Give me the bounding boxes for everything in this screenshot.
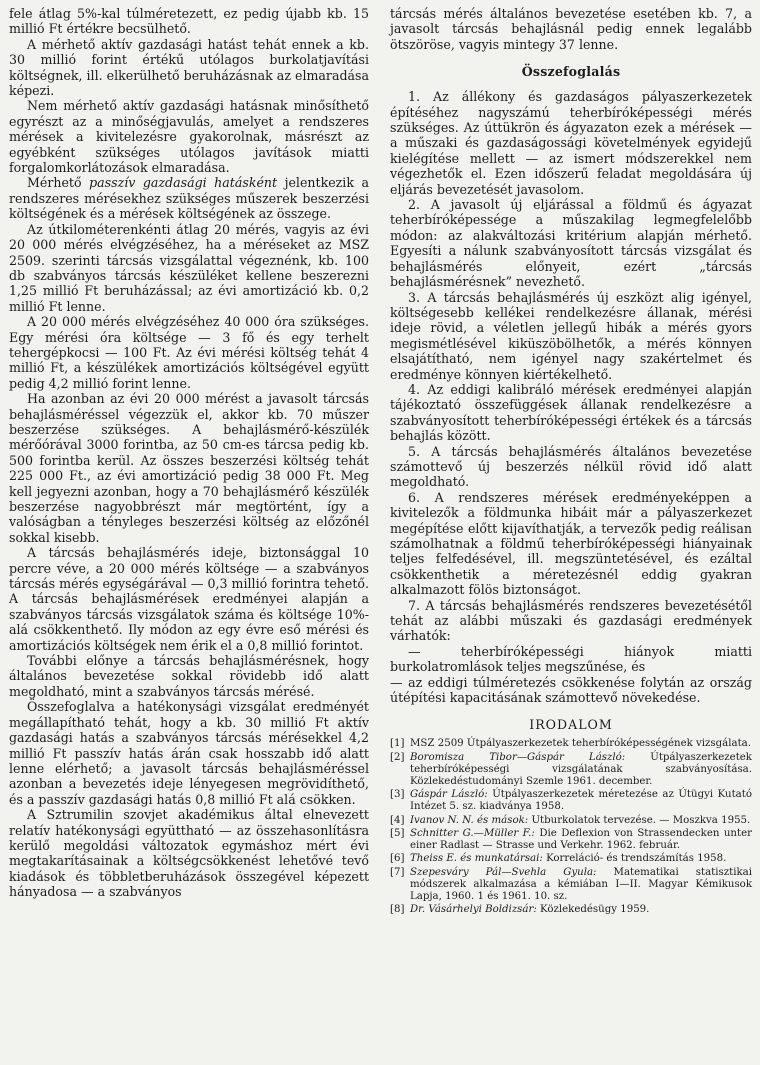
paragraph: A 20 000 mérés elvégzéséhez 40 000 óra szükséges. Egy mérési óra költsége — 3 fő és egy terhelt tehergépkocsi — 100 Ft. Az évi mérési költség tehát 4 millió Ft, a készülékek amortizációs költségével együtt pedig 4,2 millió forint lenne. (9, 314, 369, 391)
reference-author: Dr. Vásárhelyi Boldizsár: (410, 904, 537, 916)
reference-item (390, 828, 752, 852)
paragraph: A Sztrumilin szovjet akadémikus által elnevezett relatív hatékonysági együttható — az összehasonlításra kerülő megoldási változatok egymáshoz mért évi megtakarításainak a költségcsökkenést lehetővé tevő kiadások és többletberuházások összegével képezett hányadosa — a szabványos (9, 807, 369, 900)
paragraph: Ha azonban az évi 20 000 mérést a javasolt tárcsás behajlásméréssel végezzük el, akkor kb. 70 műszer beszerzése szükséges. A behajlásmérő-készülék mérőórával 3000 forintba, az 50 cm-es tárcsa pedig kb. 500 forintba kerül. Az összes beszerzési költség tehát 225 000 Ft., az évi amortizáció pedig 38 000 Ft. Meg kell jegyezni azonban, hogy a 70 behajlásmérő készülék beszerzése nagyobbrészt már megtörtént, így a valóságban a tényleges beszerzési költség az előzőnél sokkal kisebb. (9, 391, 369, 545)
reference-author: Gáspár László: (410, 789, 488, 801)
reference-item (390, 867, 752, 904)
reference-author: Ivanov N. N. és mások: (410, 814, 529, 826)
summary-item: 6. A rendszeres mérések eredményeképpen a kivitelezők a földmunka hibáit már a pályaszerkezet megépítése előtt kijavíthatják, a tervezők pedig reálisan számolhatnak a földmű teherbíróképességi hiányainak teljes felfedésével, ill. megszüntetésével, és ezáltal csökkenthetik a méretezésnél eddig gyakran alkalmazott fölös biztonságot. (390, 489, 752, 598)
reference-title: Útpályaszerkezetek méretezése az Útügyi Kutató Intézet 5. sz. kiadványa 1958. (410, 789, 752, 813)
summary-item: 3. A tárcsás behajlásmérés új eszközt alig igényel, költségesebb kellékei rendelkezésre állanak, mérési ideje rövid, a véletlen jellegű hibák a mérés gyors megismétlésével kiküszöbölhetők, a mérés könnyen elsajátítható, nem igényel nagy szakértelmet és eredménye könnyen kiértékelhető. (390, 289, 752, 382)
reference-text (410, 904, 752, 916)
reference-text (410, 853, 752, 865)
paragraph: fele átlag 5%-kal túlméretezett, ez pedig újabb kb. 15 millió Ft értékre becsülhető. (9, 6, 369, 37)
reference-number: [5] (390, 827, 405, 839)
reference-author: Theiss E. és munkatársai: (410, 853, 543, 865)
passive-rest: jelentkezik (284, 175, 354, 191)
paragraph: A mérhető aktív gazdasági hatást tehát ennek a kb. 30 millió forint értékű utólagos burkolatjavítási költségnek, ill. elkerülhető beruházásnak az elmaradása képezi. (9, 36, 369, 99)
reference-text (410, 789, 752, 813)
reference-number: [4] (390, 814, 405, 826)
reference-title: Die Deflexion von Strassendecken unter einer Radlast — Strasse und Verkehr. 1962. február. (410, 827, 752, 852)
reference-title: Közlekedésügy 1959. (540, 904, 650, 916)
summary-heading: Összefoglalás (521, 64, 621, 80)
reference-author: Schnitter G.—Müller F.: (410, 827, 535, 839)
reference-author: Szepesváry Pál—Svehla Gyula: (410, 866, 597, 878)
reference-text (410, 867, 752, 904)
paragraph: tárcsás mérés általános bevezetése esetében kb. 7, a javasolt tárcsás behajlásnál pedig ennek legalább ötszöröse, vagyis mintegy 37 lenne. (390, 6, 752, 52)
literature-heading: IRODALOM (529, 717, 613, 733)
paragraph: Összefoglalva a hatékonysági vizsgálat eredményét megállapítható tehát, hogy a kb. 30 millió Ft aktív gazdasági hatás a szabványos tárcsás mérésekkel 4,2 millió Ft passzív hatás árán csak hosszabb idő alatt lenne elérhető; a javasolt tárcsás behajlásméréssel azonban a bevezetés ideje lényegesen megrövidíthető, és a passzív gazdasági hatás 0,8 millió Ft alá csökken. (9, 699, 369, 807)
passive-emphasis: passzív gazdasági hatásként (89, 175, 278, 191)
reference-item (390, 853, 752, 865)
reference-title: Útpályaszerkezetek teherbíróképességi vizsgálatának szabványosítása. Közlekedéstudományi Szemle 1961. december. (410, 751, 752, 788)
reference-title: Korreláció- és trendszámítás 1958. (546, 853, 727, 865)
reference-item (390, 738, 752, 750)
reference-number: [8] (390, 904, 405, 916)
reference-item (390, 815, 752, 827)
reference-author: Boromisza Tibor—Gáspár László: (410, 751, 626, 763)
summary-item: 5. A tárcsás behajlásmérés általános bevezetése számottevő új beszerzés nélkül rövid idő alatt megoldható. (390, 443, 752, 490)
paragraph-passive-effect (9, 175, 369, 221)
reference-number: [1] (390, 738, 405, 750)
reference-list (390, 738, 752, 916)
reference-number: [2] (390, 751, 405, 763)
summary-item: 1. Az állékony és gazdaságos pályaszerkezetek építéséhez nagyszámú teherbíróképességi mérés szükséges. Az úttükrön és ágyazaton ezek a mérések — a műszaki és gazdaságossági követelmények egyidejű kielégítése mellett — az ismert módszerekkel nem végezhetők el. Ezen időszerű feladat megoldására új eljárás bevezetését javasolom. (390, 89, 752, 197)
reference-text (410, 752, 752, 789)
summary-item: 4. Az eddigi kalibráló mérések eredményei alapján tájékoztató összefüggések állanak rendelkezésre a szabványosított teherbíróképességi értékek és a tárcsás behajlás között. (390, 381, 752, 444)
reference-text (410, 738, 752, 750)
passive-continuation: a rendszeres mérésekhez szükséges műszerek beszerzési költségének és a mérések költségének az összege. (9, 175, 369, 222)
paragraph: Az útkilométerenkénti átlag 20 mérés, vagyis az évi 20 000 mérés elvégzéséhez, ha a méréseket az MSZ 2509. szerinti tárcsás vizsgálattal végeznénk, kb. 100 db szabványos tárcsás készüléket kellene beszerezni 1,25 millió Ft beruházással; az évi amortizáció kb. 0,2 millió Ft lenne. (9, 221, 369, 314)
reference-item (390, 752, 752, 789)
reference-text (410, 815, 752, 827)
paragraph: További előnye a tárcsás behajlásmérésnek, hogy általános bevezetése sokkal rövidebb idő alatt megoldható, mint a szabványos tárcsás mérésé. (9, 653, 369, 699)
reference-number: [7] (390, 866, 405, 878)
right-column (390, 6, 752, 917)
paragraph: Nem mérhető aktív gazdasági hatásnak minősíthető egyrészt az a minőségjavulás, amelyet a rendszeres mérések a kivitelezésre gyakorolnak, másrészt az egyébként szükséges utólagos javítások miatti forgalomkorlátozások elmaradása. (9, 98, 369, 176)
summary-item: 7. A tárcsás behajlásmérés rendszeres bevezetésétől tehát az alábbi műszaki és gazdasági eredmények várhatók: (390, 597, 752, 644)
left-column (9, 6, 369, 900)
reference-title: MSZ 2509 Útpályaszerkezetek teherbíróképességének vizsgálata. (410, 738, 751, 750)
reference-title: Utburkolatok tervezése. — Moszkva 1955. (531, 814, 751, 826)
paragraph: A tárcsás behajlásmérés ideje, biztonsággal 10 percre véve, a 20 000 mérés költsége — a szabványos tárcsás mérés egységárával — 0,3 millió forintra tehető. A tárcsás behajlásmérések eredményei alapján a szabványos tárcsás vizsgálatok száma és költsége 10%-alá csökkenthető. Ily módon az egy évre eső mérési és amortizációs költségek nem érik el a 0,8 millió forintot. (9, 545, 369, 653)
reference-item (390, 789, 752, 813)
reference-title: Matematikai statisztikai módszerek alkalmazása a kémiában I—II. Magyar Kémikusok Lapja, 1960. 1 és 1961. 10. sz. (410, 866, 752, 902)
reference-number: [3] (390, 789, 405, 801)
reference-item (390, 904, 752, 916)
reference-number: [6] (390, 853, 405, 865)
passive-lead: Mérhető (27, 175, 82, 191)
summary-item: 2. A javasolt új eljárással a földmű és ágyazat teherbíróképessége a műszakilag legmegfelelőbb módon: az alakváltozási kritérium alapján mérhető. Egyesíti a nálunk szabványosított tárcsás vizsgálat és behajlásmérés előnyeit, ezért „tárcsás behajlásmérésnek” nevezhető. (390, 197, 752, 290)
summary-item: — az eddigi túlméretezés csökkenése folytán az ország útépítési kapacitásának számottevő növekedése. (390, 674, 752, 706)
reference-text (410, 828, 752, 852)
summary-item: — teherbíróképességi hiányok miatti burkolatromlások teljes megszűnése, és (390, 643, 752, 675)
